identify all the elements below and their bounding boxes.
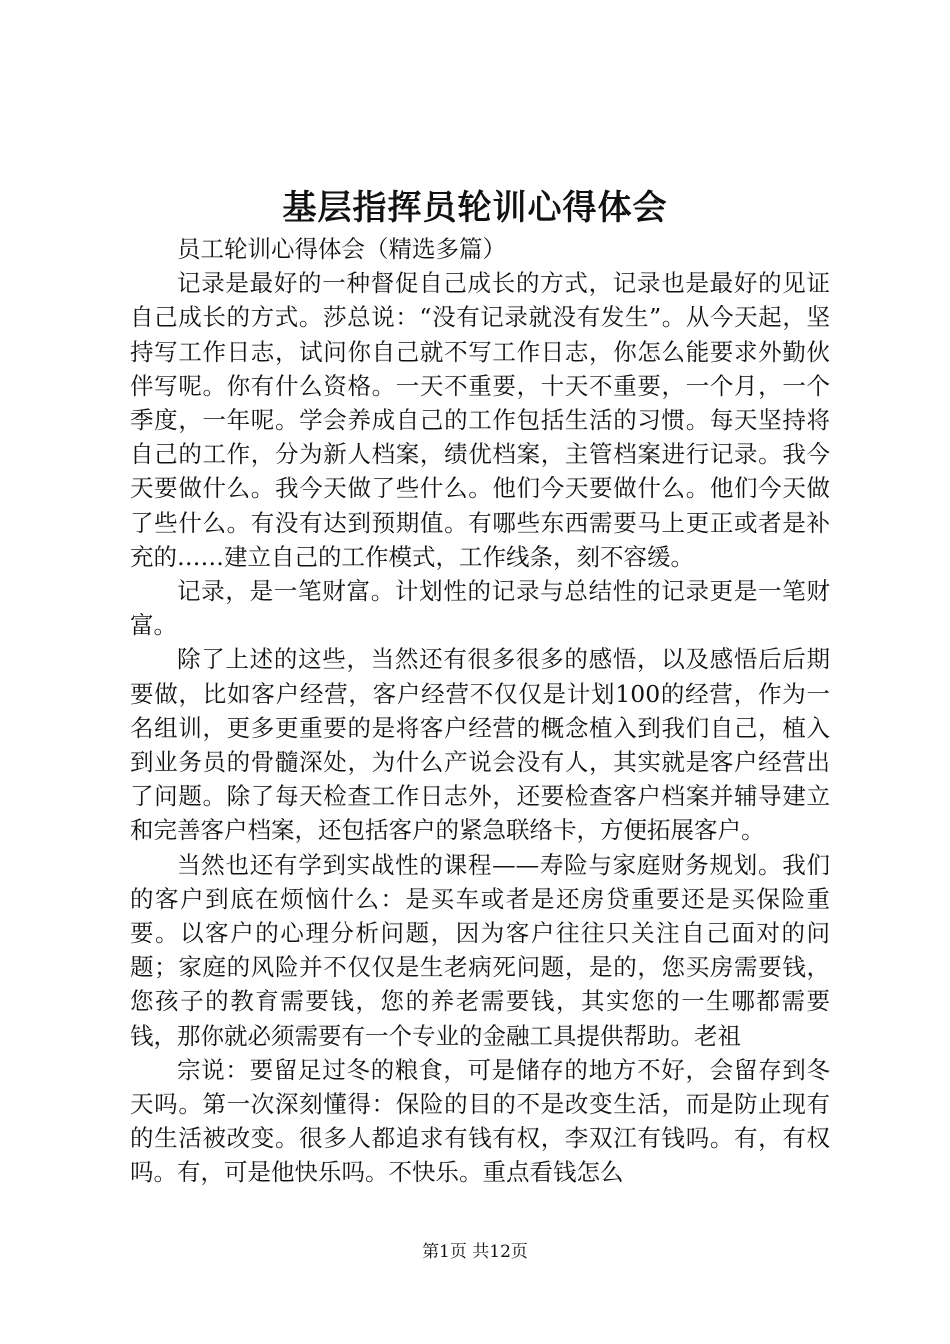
document-title: 基层指挥员轮训心得体会 [282,188,668,228]
paragraph: 除了上述的这些，当然还有很多很多的感悟，以及感悟后后期要做，比如客户经营，客户经营不仅仅是计划100的经营，作为一名组训，更多更重要的是将客户经营的概念植入到我们自己，植入到业务员的骨髓深处，为什么产说会没有人，其实就是客户经营出了问题。除了每天检查工作日志外，还要检查客户档案并辅导建立和完善客户档案，还包括客户的紧急联络卡，方便拓展客户。 [130,645,830,845]
page-number-footer: 第1页 共12页 [422,1242,528,1262]
paragraph-subtitle: 员工轮训心得体会（精选多篇） [177,235,506,263]
paragraph: 记录，是一笔财富。计划性的记录与总结性的记录更是一笔财富。 [130,577,830,640]
paragraph: 记录是最好的一种督促自己成长的方式，记录也是最好的见证自己成长的方式。莎总说：“没有记录就没有发生”。从今天起，坚持写工作日志，试问你自己就不写工作日志，你怎么能要求外勤伙伴写呢。你有什么资格。一天不重要，十天不重要，一个月，一个季度，一年呢。学会养成自己的工作包括生活的习惯。每天坚持将自己的工作，分为新人档案，绩优档案，主管档案进行记录。我今天要做什么。我今天做了些什么。他们今天要做什么。他们今天做了些什么。有没有达到预期值。有哪些东西需要马上更正或者是补充的……建立自己的工作模式，工作线条，刻不容缓。 [130,269,830,571]
paragraph: 宗说：要留足过冬的粮食，可是储存的地方不好，会留存到冬天吗。第一次深刻懂得：保险的目的不是改变生活，而是防止现有的生活被改变。很多人都追求有钱有权，李双江有钱吗。有，有权吗。有，可是他快乐吗。不快乐。重点看钱怎么 [130,1055,830,1187]
document-body [130,232,830,1190]
paragraph: 当然也还有学到实战性的课程——寿险与家庭财务规划。我们的客户到底在烦恼什么：是买车或者是还房贷重要还是买保险重要。以客户的心理分析问题，因为客户往往只关注自己面对的问题；家庭的风险并不仅仅是生老病死问题，是的，您买房需要钱，您孩子的教育需要钱，您的养老需要钱，其实您的一生哪都需要钱，那你就必须需要有一个专业的金融工具提供帮助。老祖 [130,850,830,1050]
